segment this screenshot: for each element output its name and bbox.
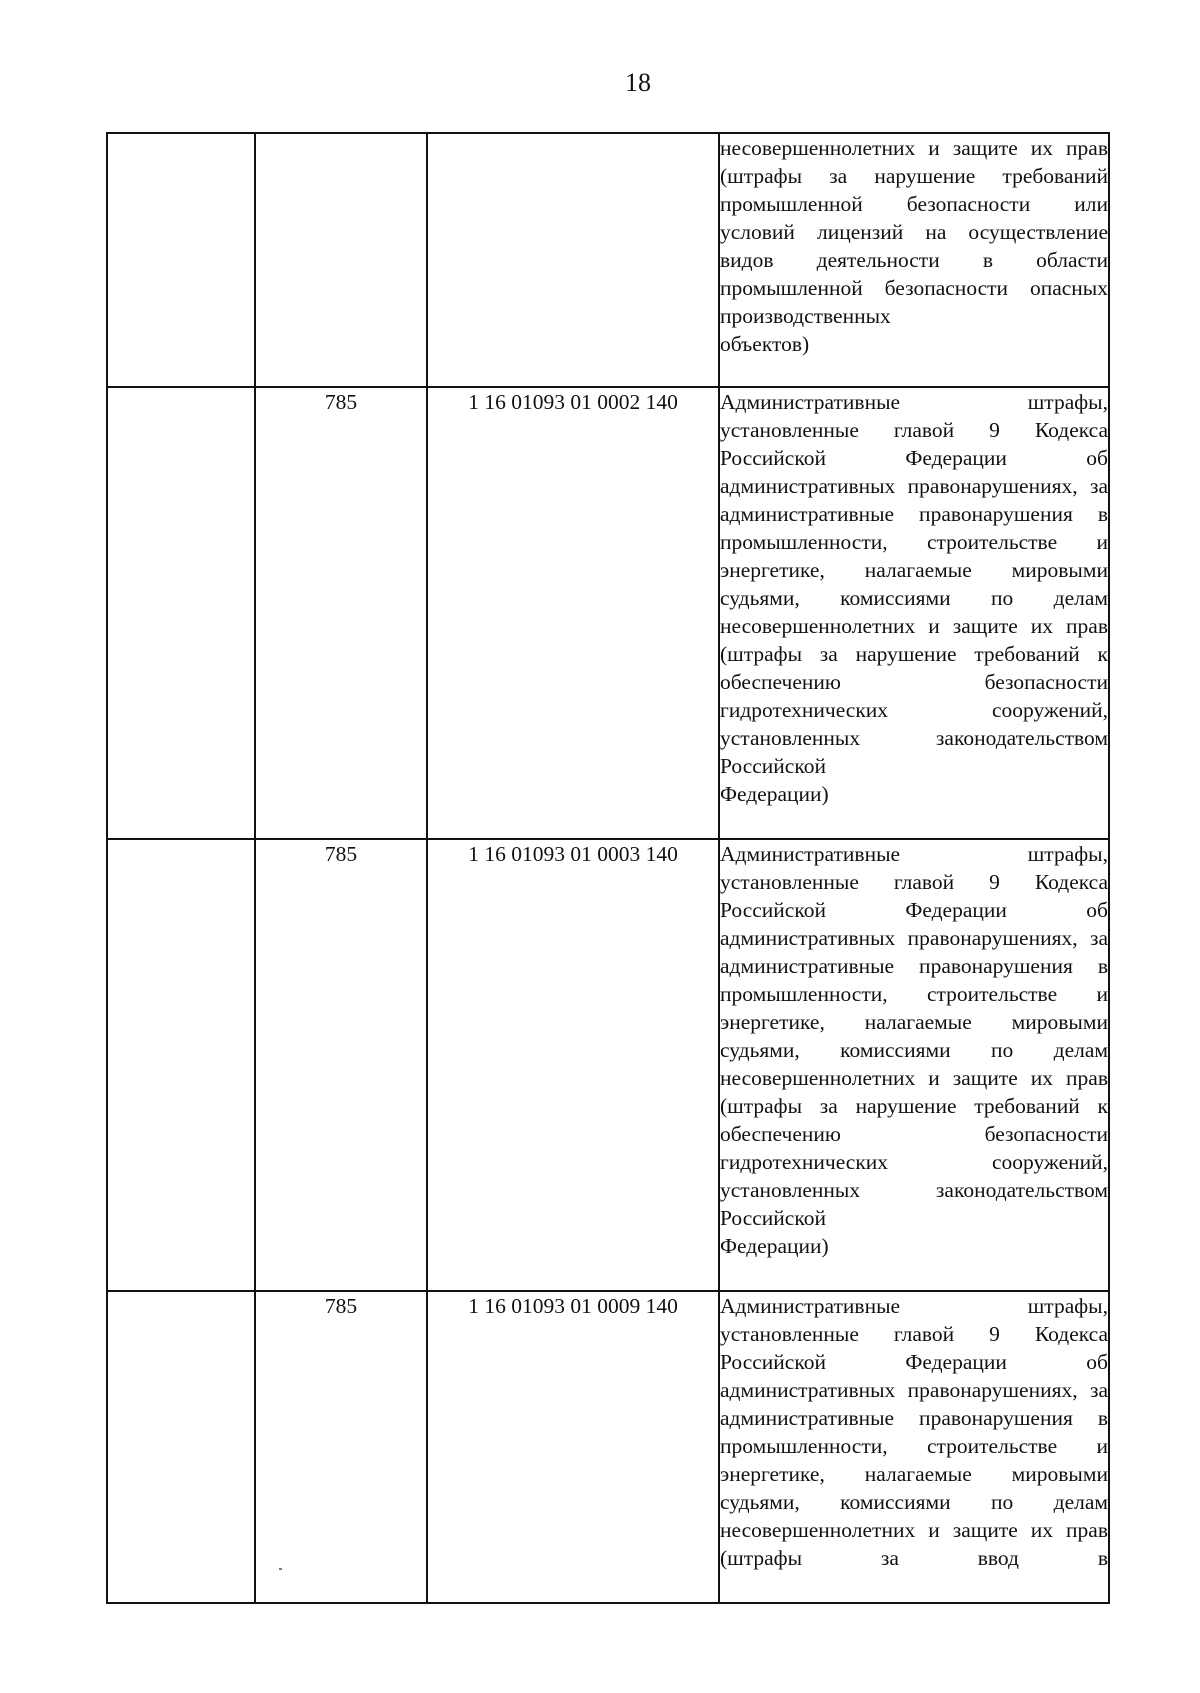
empty-cell — [107, 133, 255, 387]
table-row — [107, 839, 1109, 1291]
kbk-code-cell: 1 16 01093 01 0009 140 — [427, 1291, 719, 1603]
table-row — [107, 133, 1109, 387]
description-text-end: Федерации) — [720, 782, 829, 806]
kbk-code-cell — [427, 133, 719, 387]
description-text-end: объектов) — [720, 332, 810, 356]
description-text-end: Федерации) — [720, 1234, 829, 1258]
description-text: Административные штрафы, установленные главой 9 Кодекса Российской Федерации об административных правонарушениях, за административные правонарушения в промышленности, строительстве и энергетике, налагаемые мировыми судьями, комиссиями по делам несовершеннолетних и защите их прав (штрафы за нарушение требований к обеспечению безопасности гидротехнических сооружений, установленных законодательством Российской — [720, 842, 1108, 1230]
description-cell — [719, 1291, 1109, 1603]
description-text: несовершеннолетних и защите их прав (штрафы за нарушение требований промышленной безопасности или условий лицензий на осуществление видов деятельности в области промышленной безопасности опасных производственных — [720, 136, 1108, 328]
description-text: Административные штрафы, установленные главой 9 Кодекса Российской Федерации об административных правонарушениях, за административные правонарушения в промышленности, строительстве и энергетике, налагаемые мировыми судьями, комиссиями по делам несовершеннолетних и защите их прав (штрафы за нарушение требований к обеспечению безопасности гидротехнических сооружений, установленных законодательством Российской — [720, 390, 1108, 778]
description-cell — [719, 839, 1109, 1291]
empty-cell — [107, 839, 255, 1291]
revenue-codes-table — [106, 132, 1110, 1604]
kbk-code-cell: 1 16 01093 01 0003 140 — [427, 839, 719, 1291]
admin-code-cell — [255, 133, 427, 387]
description-cell — [719, 133, 1109, 387]
page-number: 18 — [625, 68, 651, 97]
kbk-code-cell: 1 16 01093 01 0002 140 — [427, 387, 719, 839]
description-cell — [719, 387, 1109, 839]
scan-speck — [279, 1568, 282, 1570]
description-text: Административные штрафы, установленные главой 9 Кодекса Российской Федерации об административных правонарушениях, за административные правонарушения в промышленности, строительстве и энергетике, налагаемые мировыми судьями, комиссиями по делам несовершеннолетних и защите их прав (штрафы за ввод в — [720, 1294, 1108, 1570]
table-row — [107, 1291, 1109, 1603]
table-row — [107, 387, 1109, 839]
empty-cell — [107, 1291, 255, 1603]
admin-code-cell: 785 — [255, 1291, 427, 1603]
empty-cell — [107, 387, 255, 839]
admin-code-cell: 785 — [255, 839, 427, 1291]
admin-code-cell: 785 — [255, 387, 427, 839]
